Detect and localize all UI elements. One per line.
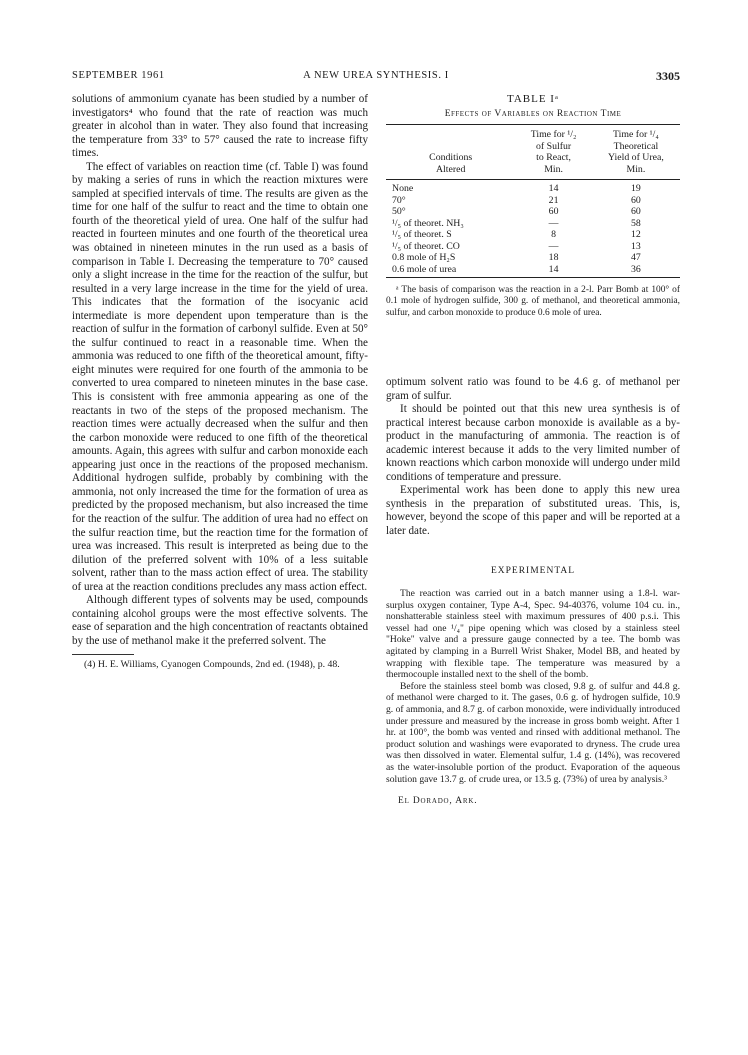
table-row (386, 252, 680, 264)
experimental-paragraph: The reaction was carried out in a batch manner using a 1.8-l. war-surplus oxygen container, Type A-4, Spec. 94-40376, volume 104 cu. in., nonshatterable stainless steel with maximum pressures of 400 p.s.i. This vessel had one ¹/₄" pipe opening which was closed by a stainless steel "Hoke" valve and a pressure gauge connected by a tee. The bomb was agitated by clamping in a Burrell Wrist Shaker, Model BB, and heated by wrapping with flexible tape. The temperature was measured by a thermocouple installed next to the shell of the bomb. (386, 588, 680, 681)
left-paragraph: The effect of variables on reaction time (cf. Table I) was found by making a series of runs in which the reaction mixtures were sampled at specified intervals of time. The results are given as the time for one half of the sulfur to react and the time to obtain one fourth of the theoretical yield of urea. One half of the sulfur had reacted in fourteen minutes and one fourth of the theoretical urea was obtained in nineteen minutes in the run used as a basis of comparison in Table I. Decreasing the temperature to 70° caused only a slight increase in the time for the reaction of the sulfur, but resulted in a very large increase in the time for the yield of urea. This indicates that the formation of the isocyanic acid intermediate is more dependent upon temperature than is the reaction of sulfur in the formation of carbonyl sulfide. Even at 50° the sulfur continued to react in a reasonable time. When the ammonia was reduced to one fifth of the theoretical amount, fifty-eight minutes were required for one fourth of the ammonia to be converted to urea compared to nineteen minutes in the base case. This is consistent with free ammonia appearing as one of the reactants in two of the steps of the proposed mechanism. The reaction times were actually decreased when the sulfur and then the carbon monoxide were reduced to one fifth of the theoretical amounts. Again, this agrees with sulfur and carbon monoxide each appearing just once in the reactions of the proposed mechanism. Additional hydrogen sulfide, probably by combining with the ammonia, not only increased the time for the formation of urea as predicted by the proposed mechanism, but also increased the time for the reaction of the sulfur. The addition of urea had no effect on the sulfur reaction time, but the reaction time for the formation of urea was increased. This result is interpreted as being due to the dilution of the preferred solvent with 10% of a less suitable solvent, rather than to the mass action effect of urea. The stability of urea at the reaction conditions precludes any mass action effect. (72, 160, 368, 593)
table-cell: 18 (548, 252, 559, 263)
table-cell: 12 (631, 229, 641, 240)
table-row (386, 206, 680, 218)
table-row (386, 180, 680, 195)
author-affiliation: El Dorado, Ark. (398, 796, 478, 807)
table-cell: 13 (631, 240, 641, 252)
reaction-time-table (386, 124, 680, 278)
right-paragraph: It should be pointed out that this new urea synthesis is of practical interest because carbon monoxide is available as a by-product in the manufacturing of ammonia. The reaction is of academic interest because it adds to the very limited number of known reactions which carbon monoxide will undergo under mild conditions of temperature and pressure. (386, 403, 680, 483)
right-paragraph: optimum solvent ratio was found to be 4.6 g. of methanol per gram of sulfur. (386, 376, 680, 402)
section-heading-experimental: EXPERIMENTAL (490, 565, 576, 576)
page-number: 3305 (656, 69, 680, 83)
table-cell: — (548, 240, 559, 252)
table-cell: 60 (548, 206, 559, 217)
column-header-sulfur-time: Time for ¹/₂ of Sulfur to React, Min. (515, 125, 591, 180)
table-cell: 50° (392, 206, 406, 217)
table-cell: 58 (631, 217, 641, 229)
table-cell: None (392, 183, 414, 194)
table-footnote: ᵃ The basis of comparison was the reaction in a 2-l. Parr Bomb at 100° of 0.1 mole of hydrogen sulfide, 300 g. of methanol, and theoretical ammonia, sulfur, and carbon monoxide to produce 0.6 mole of urea. (386, 285, 680, 318)
table-cell: 19 (631, 183, 641, 194)
table-cell: — (548, 217, 559, 229)
left-paragraph: Although different types of solvents may be used, compounds containing alcohol groups were the most effective solvents. The ease of separation and the high concentration of reactants obtained by the use of methanol make it the preferred solvent. The (72, 594, 368, 647)
table-header-row (386, 125, 680, 180)
footnote-rule (72, 654, 134, 655)
table-row (386, 218, 680, 230)
table-cell: ¹/₅ of theoret. S (392, 229, 452, 240)
running-head (72, 70, 680, 84)
table-row (386, 195, 680, 207)
column-header-conditions: Conditions Altered (386, 125, 515, 180)
table-cell: 60 (631, 194, 641, 206)
table-cell: 36 (592, 264, 680, 278)
left-column (72, 93, 368, 671)
experimental-paragraph: Before the stainless steel bomb was closed, 9.8 g. of sulfur and 44.8 g. of methanol were charged to it. The gases, 0.6 g. of hydrogen sulfide, 10.9 g. of ammonia, and 8.7 g. of carbon monoxide, were individually introduced under pressure and measured by the increase in gross bomb weight. After 1 hr. at 100°, the bomb was vented and rinsed with additional methanol. The product solution and washings were evaporated to dryness. The crude urea was then dissolved in water. Elemental sulfur, 1.4 g. (14%), was recovered as the water-insoluble portion of the product. Evaporation of the aqueous solution gave 13.7 g. of crude urea, or 13.5 g. (73%) of urea by analysis.³ (386, 680, 680, 785)
table-subtitle: Effects of Variables on Reaction Time (444, 109, 622, 119)
table-cell: 8 (551, 229, 557, 240)
table-cell: ¹/₅ of theoret. CO (392, 240, 460, 252)
footnote: (4) H. E. Williams, Cyanogen Compounds, 2nd ed. (1948), p. 48. (84, 659, 340, 671)
table-row (386, 229, 680, 241)
table-row (386, 241, 680, 253)
running-head-title: A NEW UREA SYNTHESIS. I (303, 70, 449, 81)
left-paragraph: solutions of ammonium cyanate has been studied by a number of investigators⁴ who found that the rate of reaction was much greater in alcohol than in water. They also found that increasing the temperature from 33° to 57° caused the rate to increase fifty times. (72, 93, 368, 160)
running-head-date: SEPTEMBER 1961 (72, 70, 165, 81)
table-cell: ¹/₅ of theoret. NH₃ (392, 217, 464, 229)
table-title: TABLE Iᵃ (507, 93, 559, 105)
table-cell: 0.8 mole of H₂S (392, 252, 456, 263)
table-cell: 14 (515, 264, 591, 278)
table-row (386, 264, 680, 278)
table-cell: 0.6 mole of urea (386, 264, 515, 278)
table-cell: 21 (548, 194, 559, 206)
right-paragraph: Experimental work has been done to apply this new urea synthesis in the preparation of substituted ureas. This, is, however, beyond the scope of this paper and will be reported at a later date. (386, 484, 680, 538)
table-cell: 60 (631, 206, 641, 217)
right-column (386, 376, 680, 809)
table-cell: 70° (392, 194, 406, 206)
column-header-urea-time: Time for ¹/₄ Theoretical Yield of Urea, Min. (592, 125, 680, 180)
table-cell: 47 (631, 252, 641, 263)
table-cell: 14 (548, 183, 559, 194)
table-block (386, 93, 680, 319)
